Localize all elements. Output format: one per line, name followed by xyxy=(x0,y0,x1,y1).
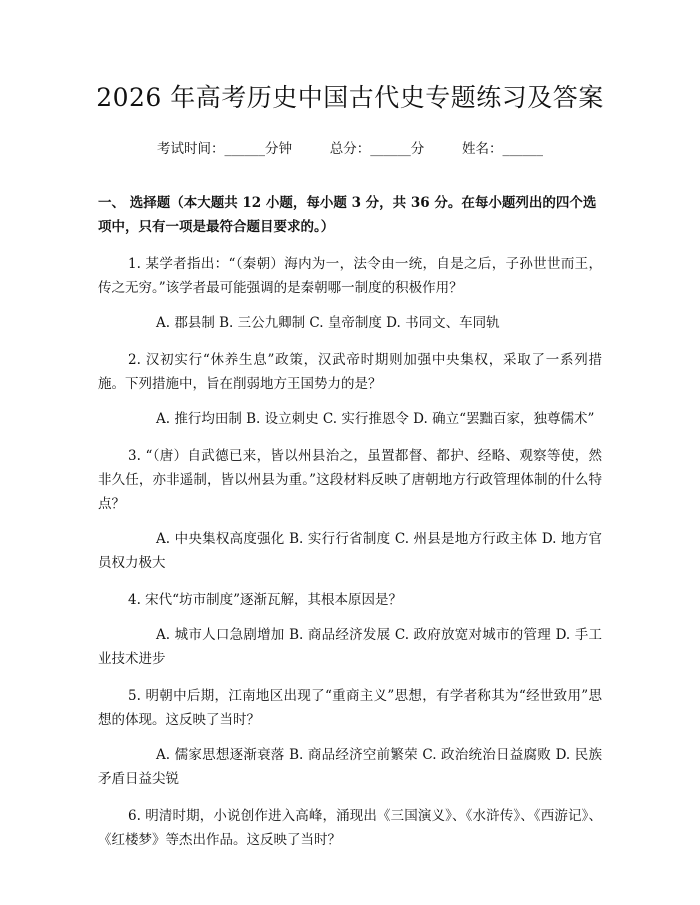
question-3 xyxy=(98,444,602,575)
question-4 xyxy=(98,588,602,671)
question-1 xyxy=(98,252,602,335)
section-heading: 一、 选择题（本大题共 12 小题，每小题 3 分，共 36 分。在每小题列出的四个选项中，只有一项是最符合题目要求的。） xyxy=(98,195,597,235)
question-stem: 3. “（唐）自武德已来，皆以州县治之，虽置都督、都护、经略、观察等使，然非久任，亦非遥制，皆以州县为重。”这段材料反映了唐朝地方行政管理体制的什么特点？ xyxy=(98,448,602,512)
question-2 xyxy=(98,348,602,431)
question-options: A. 儒家思想逐渐衰落 B. 商品经济空前繁荣 C. 政治统治日益腐败 D. 民族矛盾日益尖锐 xyxy=(98,747,602,787)
exam-info-text: 考试时间：______分钟 总分：______分 姓名：______ xyxy=(157,141,543,157)
question-stem: 2. 汉初实行“休养生息”政策，汉武帝时期则加强中央集权，采取了一系列措施。下列措施中，旨在削弱地方王国势力的是？ xyxy=(98,352,602,392)
question-options: A. 中央集权高度强化 B. 实行行省制度 C. 州县是地方行政主体 D. 地方官员权力极大 xyxy=(98,531,602,571)
question-stem: 1. 某学者指出：“（秦朝）海内为一，法令由一统，自是之后，子孙世世而王，传之无穷。”该学者最可能强调的是秦朝哪一制度的积极作用？ xyxy=(98,256,602,296)
question-stem: 6. 明清时期，小说创作进入高峰，涌现出《三国演义》、《水浒传》、《西游记》、《红楼梦》等杰出作品。这反映了当时？ xyxy=(98,808,602,848)
question-stem: 4. 宋代“坊市制度”逐渐瓦解，其根本原因是？ xyxy=(128,592,402,608)
question-6 xyxy=(98,804,602,852)
question-options: A. 推行均田制 B. 设立刺史 C. 实行推恩令 D. 确立“罢黜百家，独尊儒术” xyxy=(156,411,595,427)
exam-info-line xyxy=(98,137,602,157)
question-options: A. 城市人口急剧增加 B. 商品经济发展 C. 政府放宽对城市的管理 D. 手工业技术进步 xyxy=(98,627,602,667)
document-title: 2026 年高考历史中国古代史专题练习及答案 xyxy=(96,83,604,112)
question-stem: 5. 明朝中后期，江南地区出现了“重商主义”思想，有学者称其为“经世致用”思想的体现。这反映了当时？ xyxy=(98,688,602,728)
question-5 xyxy=(98,684,602,791)
question-options: A. 郡县制 B. 三公九卿制 C. 皇帝制度 D. 书同文、车同轨 xyxy=(156,315,500,331)
